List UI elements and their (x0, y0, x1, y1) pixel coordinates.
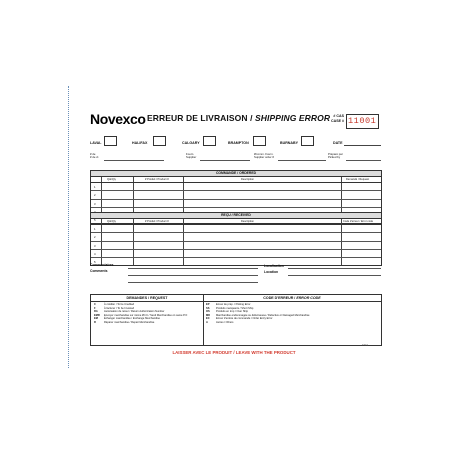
case-number: 11001 (348, 116, 377, 126)
branch-burnaby-label: BURNABY (280, 141, 298, 145)
request-item: F À facturer / To be Invoiced (94, 306, 135, 310)
received-row-number: 3 (94, 243, 96, 248)
request-item: RA Autorisation de retour / Return Authorization Number (94, 310, 165, 314)
dept-field[interactable] (104, 160, 164, 161)
branch-laval-checkbox[interactable] (104, 136, 117, 146)
received-row-number: 4 (94, 251, 96, 256)
branch-calgary-label: CALGARY (182, 141, 200, 145)
branch-halifax-checkbox[interactable] (153, 136, 166, 146)
location-label-fr: Localisation (264, 264, 284, 268)
ordered-row-number: 2 (94, 193, 96, 198)
received-title: REÇU / RECEIVED (91, 213, 381, 219)
ordered-row-number: 3 (94, 201, 96, 206)
received-row-number: 1 (94, 227, 96, 231)
error-code-item: A Autres / Others (206, 320, 234, 324)
case-label (324, 114, 344, 123)
received-row[interactable] (91, 250, 381, 258)
ordered-col-qty: Qté/Qty (107, 178, 116, 181)
request-item: EM Échanger marchandise / Exchange Merchandise (94, 317, 160, 321)
received-col-error-code: Code d'erreur / Error code (343, 220, 374, 223)
ordered-col-product: # Produit / Product # (145, 178, 169, 181)
comments-label-en: Comments (90, 269, 108, 273)
ordered-col-request: Demandé / Request (346, 178, 370, 181)
location-field-line-2[interactable] (288, 275, 381, 276)
received-col-description: Description (241, 220, 254, 223)
leave-with-product-notice: LAISSER AVEC LE PRODUIT / LEAVE WITH THE PRODUCT (172, 350, 296, 355)
request-item: R Réparer marchandise / Repair Merchandise (94, 320, 155, 324)
comments-label-fr: Commentaires (90, 263, 114, 267)
date-label: DATE (333, 141, 343, 145)
ordered-row[interactable] (91, 200, 381, 208)
branch-burnaby-checkbox[interactable] (301, 136, 314, 146)
error-code-item: SS Produits manquants / Short Ship (206, 306, 254, 310)
supplier-label (186, 153, 196, 159)
comments-field-line-1[interactable] (128, 268, 258, 269)
supplier-order-label-en: Supplier order # (254, 155, 274, 160)
picked-by-label (328, 153, 343, 159)
received-row[interactable] (91, 258, 381, 265)
ordered-row-number: 4 (94, 209, 96, 214)
perforation-line (68, 86, 69, 368)
request-item: EMR Envoyer marchandise sur même #N.C / Send Merchandise on same P.O (94, 313, 188, 317)
supplier-order-field[interactable] (278, 160, 326, 161)
error-code-item: OS Produits en trop / Over Ship (206, 310, 249, 314)
form-title-fr: ERREUR DE LIVRAISON / (147, 113, 255, 123)
form-title-en: SHIPPING ERROR (255, 113, 331, 123)
supplier-order-label-fr: #Comm. Fourn. (254, 152, 274, 156)
supplier-order-label (254, 153, 274, 159)
dept-label (90, 153, 99, 159)
branch-halifax-label: HALIFAX (132, 141, 148, 145)
ordered-row-number: 5 (94, 218, 96, 223)
date-field[interactable] (344, 145, 381, 146)
supplier-label-en: Supplier (186, 155, 197, 160)
location-field[interactable] (288, 268, 381, 269)
branch-brampton-checkbox[interactable] (253, 136, 266, 146)
ordered-title: COMMANDE / ORDERED (91, 171, 381, 177)
legend-box (90, 294, 382, 346)
received-table (90, 209, 382, 266)
case-label-en: CASE # (331, 118, 344, 123)
request-legend (91, 295, 204, 345)
error-code-item: EC Erreur d'entrée de commande / Order Entry Error (206, 317, 273, 321)
branch-laval-label: LAVAL (90, 141, 102, 145)
comments-field-line-3[interactable] (128, 282, 258, 283)
picked-by-field[interactable] (346, 160, 381, 161)
error-code-legend (203, 295, 381, 345)
received-row[interactable] (91, 225, 381, 233)
form-code: 4T1/1 (362, 344, 369, 347)
received-row-number: 5 (94, 260, 96, 265)
received-col-qty: Qté/Qty (107, 220, 116, 223)
dept-label-en: # de cl. (90, 155, 100, 160)
error-code-item: MD Marchandise endommagée ou défectueuse / Defective or Damaged Merchandise (206, 313, 310, 317)
location-label-en: Location (264, 270, 279, 274)
supplier-label-fr: Fourn. (186, 152, 195, 156)
branch-calgary-checkbox[interactable] (203, 136, 216, 146)
received-row-number: 2 (94, 235, 96, 240)
request-item: C À créditer / To be Credited (94, 303, 135, 306)
brand-logo: Novexco (90, 111, 146, 127)
picked-by-label-en: Picked by (328, 155, 341, 160)
comments-field-line-2[interactable] (128, 275, 258, 276)
ordered-row[interactable] (91, 183, 381, 191)
ordered-col-description: Description (241, 178, 254, 181)
received-row[interactable] (91, 233, 381, 241)
received-row[interactable] (91, 242, 381, 250)
case-label-fr: # CAS (333, 114, 344, 118)
picked-by-label-fr: Préparé par (328, 152, 343, 156)
dept-label-fr: # de (90, 152, 96, 156)
supplier-field[interactable] (200, 160, 250, 161)
request-legend-title: DEMANDES / REQUEST (91, 295, 203, 302)
branch-brampton-label: BRAMPTON (228, 141, 249, 145)
received-col-product: # Produit / Product # (145, 220, 169, 223)
error-code-item: EP Erreur de prép. / Picking Error (206, 303, 251, 306)
ordered-row-number: 1 (94, 185, 96, 189)
ordered-row[interactable] (91, 191, 381, 199)
error-code-legend-title: CODE D'ERREUR / ERROR CODE (203, 295, 381, 302)
form-title (147, 113, 330, 123)
